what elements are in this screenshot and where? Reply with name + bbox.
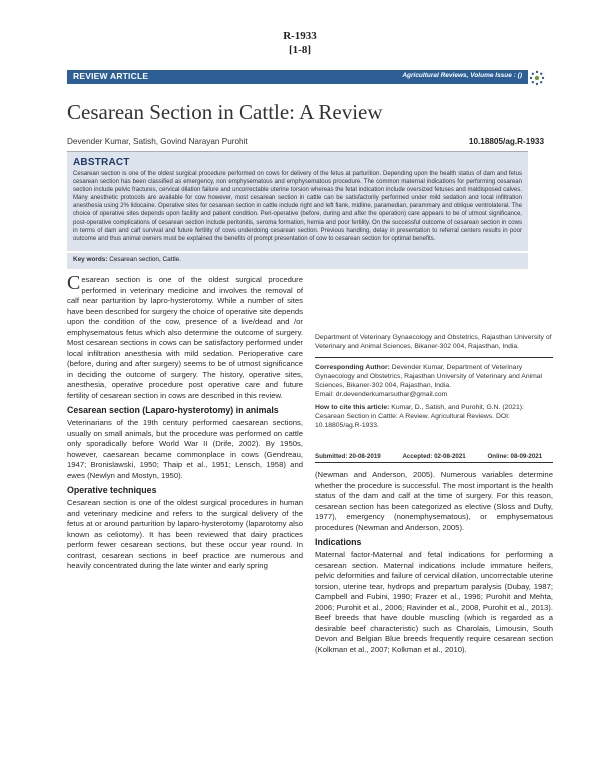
dates-divider bbox=[315, 462, 553, 463]
accepted-value: 02-08-2021 bbox=[434, 453, 466, 460]
submitted-date bbox=[315, 453, 381, 460]
abstract-box bbox=[67, 151, 528, 251]
intro-text: esarean section is one of the oldest surgical procedure performed in veterinary medicine and involves the removal of calf near parturition by lapro-hysterotomy. While a number of sites have been described for surgery the choice of operative site depends upon the condition of the cow, presence of a live/dead and /or emphysematous fetus which also determine the outcome of surgery. Most cesarean sections in cows can be satisfactory performed under local infiltration anesthesia with mild sedation. Perioperative care (before, during and after surgery) seems to be of utmost significance in deciding the outcome of surgery. The history, operative sites, anesthesia, operative procedure post operative care and future fertility of cesarean section in cows are described in this review. bbox=[67, 275, 303, 400]
abstract-text: Cesarean section is one of the oldest surgical procedure performed on cows for delivery of the fetus at parturition. Depending upon the health status of dam and fetus cesarean section has been classified as emergency, non emphysematous and emphysematous procedure. The common maternal indications for performing cesarean section include pelvic fractures, cervical dilation failure and uncorrectable uterine torsion whereas the fetal indication include oversized fetuses and maldisposed calves. Many anesthetic protocols are available for cow however, most cesarean section in cattle can be satisfactorily performed under mild sedation and local infiltration anesthesia using 2% lidocaine. Operative sites for cesarean section in cattle include right and left flank, midline, paramedian, parammary and oblique ventrolateral. The choice of operative sites depends upon facility and patient condition. Peri-operative (before, during and after the operation) care appears to be of utmost significance, post-operative complications of cesarean section include peritonitis, seroma formation, hernia and poor fertility. On the successful outcome of cesarean section in cows in terms of dam and calf survival and future fertility of cows underdoing cesarean section. Previous handling, delay in presentation to referral centers results in poor outcome and thus animal owners must be explained the benefits of prompt presentation of cow to cesarean section for optimal benefits. bbox=[73, 171, 522, 242]
right-paragraph-indications: Maternal factor-Maternal and fetal indications for performing a cesarean section. Maternal indications include immature heifers, pelvic deformities and failure of cervical dilation, uncorrectable uterine torsion, uterine tear, hydrops and prepartum paralysis (Dubay, 1987; Campbell and Fubini, 1990; Frazer et al., 1996; Purohit and Mehta, 2006; Purohit et al., 2006; Ravinder et al., 2008, Purohit et al., 2013). Beef breeds that have double muscling (which is regarded as a desirable beef characteristic) such as Charolais, Limousin, South Devon and Belgian Blue breeds frequently require cesarean section (Kolkman et al., 2007; Kolkman et al., 2010). bbox=[315, 550, 553, 654]
dates-row bbox=[315, 453, 553, 460]
submitted-label: Submitted: bbox=[315, 453, 348, 460]
keywords-box bbox=[67, 253, 528, 269]
citation bbox=[315, 403, 553, 431]
section-paragraph-operative: Cesarean section is one of the oldest surgical procedures in human and veterinary medicine and refers to the surgical delivery of the fetus at or around parturition by laparo-hysterotomy (laparotomy also known as celiotomy). It has been reviewed that dairy practices perform fewer cesarean sections, but these occur year round. In contrast, cesarean sections in beef practice are numerous and heavily concentrated during the late winter and early spring bbox=[67, 498, 303, 570]
journal-volume-label: Agricultural Reviews, Volume Issue : () bbox=[402, 72, 522, 79]
keywords-text: Cesarean section, Cattle. bbox=[109, 256, 181, 263]
online-label: Online: bbox=[487, 453, 509, 460]
accepted-date bbox=[402, 453, 465, 460]
corresponding-author bbox=[315, 363, 553, 391]
drop-cap: C bbox=[67, 272, 81, 294]
affiliation-block bbox=[315, 333, 553, 431]
section-heading-operative: Operative techniques bbox=[67, 485, 157, 495]
left-column bbox=[67, 272, 303, 572]
section-heading-indications: Indications bbox=[315, 537, 362, 547]
corresponding-label: Corresponding Author: bbox=[315, 363, 390, 371]
page-range: [1-8] bbox=[289, 44, 311, 56]
author-list: Devender Kumar, Satish, Govind Narayan Purohit bbox=[67, 137, 248, 146]
section-heading-laparo: Cesarean section (Laparo-hysterotomy) in animals bbox=[67, 405, 279, 415]
section-paragraph-laparo: Veterinarians of the 19th century performed caesarean sections, usually on small animals, but the procedure was performed on cattle only sporadically before World War II (Drife, 2002). By 1950s, however, caesarean became commonplace in cows (Gendreau, 1947; Bronislawski, 1950; Thaip et al., 1951; Lensch, 1958) and ewes (Newlyn and Mostyn, 1950). bbox=[67, 418, 303, 480]
article-type-banner bbox=[67, 70, 528, 84]
intro-paragraph bbox=[67, 272, 303, 401]
accepted-label: Accepted: bbox=[402, 453, 433, 460]
department-affiliation: Department of Veterinary Gynaecology and Obstetrics, Rajasthan University of Veterinary and Animal Sciences, Bikaner-302 004, Rajasthan, India. bbox=[315, 333, 553, 358]
right-paragraph-1: (Newman and Anderson, 2005). Numerous variables determine whether the procedure is successful. The most important is the health status of the dam and calf at the time of surgery. For this reason, cesarean section has been categorized as elective (Sloss and Dufty, 1977), emergency (nonemphysematous), or emphysematous procedures (Newman and Anderson, 2005). bbox=[315, 470, 553, 532]
author-email: Email: dr.devenderkumarsuthar@gmail.com bbox=[315, 391, 448, 399]
corresponding-text: Devender Kumar, Department of Veterinary Gynaecology and Obstetrics, Rajasthan University of Veterinary and Animal Sciences, Bikaner-302 004, Rajasthan, India. bbox=[315, 363, 543, 390]
citation-label: How to cite this article: bbox=[315, 403, 390, 411]
online-date bbox=[487, 453, 542, 460]
journal-logo-icon bbox=[529, 70, 545, 86]
right-column bbox=[315, 470, 553, 655]
citation-text: Kumar, D., Satish, and Purohit, G.N. (2021): Cesarean Section in Cattle: A Review. Agricultural Reviews. DOI: 10.18805/ag.R-1933. bbox=[315, 403, 524, 430]
article-code: R-1933 bbox=[283, 30, 317, 42]
keywords-label: Key words: bbox=[73, 256, 108, 263]
article-type-label: REVIEW ARTICLE bbox=[73, 71, 149, 81]
abstract-heading: ABSTRACT bbox=[73, 157, 130, 168]
doi-label: 10.18805/ag.R-1933 bbox=[468, 137, 544, 146]
article-title: Cesarean Section in Cattle: A Review bbox=[67, 100, 383, 124]
submitted-value: 20-08-2019 bbox=[349, 453, 381, 460]
online-value: 08-09-2021 bbox=[510, 453, 543, 460]
